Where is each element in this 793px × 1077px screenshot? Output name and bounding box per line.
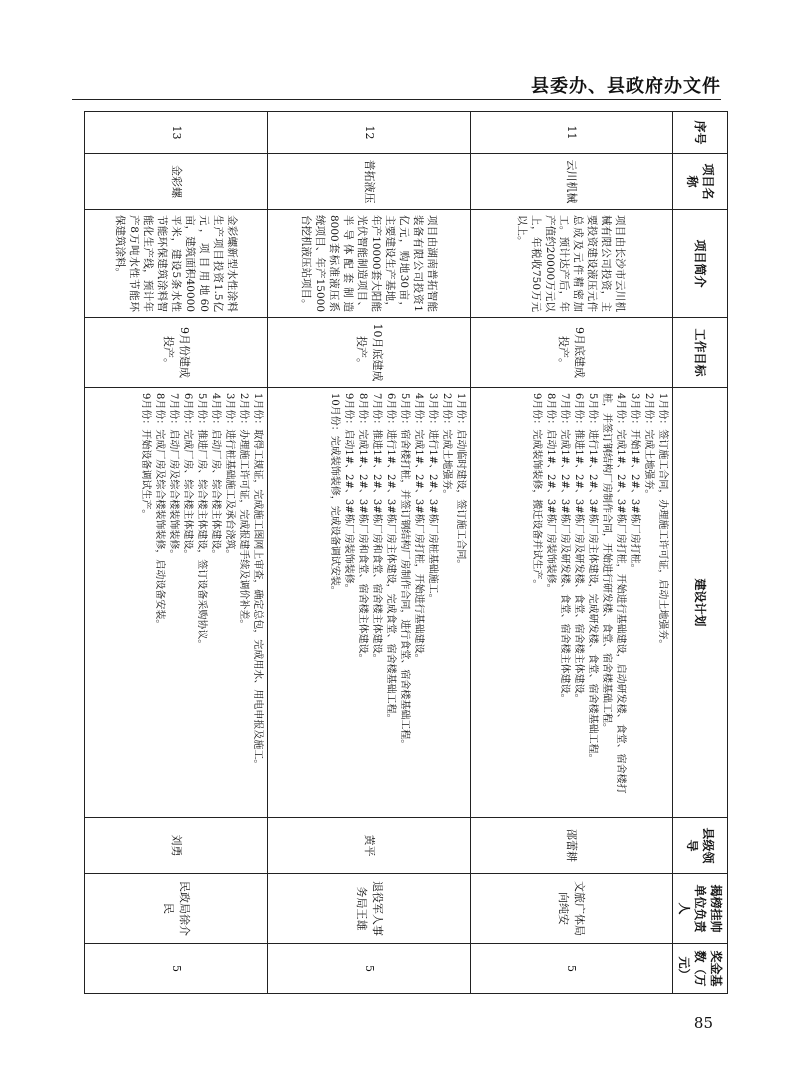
page-number: 85 xyxy=(693,1014,713,1032)
plan-line: 2月份：完成土地强夯。 xyxy=(440,393,452,500)
row-fund: 5 xyxy=(85,944,268,994)
plan-line: 4月份：完成1#、2#、3#栋厂房打桩，开始进行基础建设，启动研发楼、食堂、宿舍楼打桩，并签订钢结构厂房制作合同，开始进行研发楼、食堂、宿舍楼基础工程。 xyxy=(601,393,626,794)
plan-line: 5月份：宿舍楼打桩，并签订钢结构厂房制作合同，进行食堂、宿舍楼基础工程。 xyxy=(398,393,410,750)
plan-line: 10月份：完成装饰装修，完成设备调试安装。 xyxy=(328,393,340,596)
plan-line: 1月份：取得工规证，完成施工图网上审查，确定总包，完成用水、用电申报及施工。 xyxy=(252,393,264,770)
header-fund: 奖金基数（万元） xyxy=(673,944,728,994)
row-unit: 文旅广体局向纯安 xyxy=(470,874,672,944)
plan-line: 9月份：开始设备调试生产。 xyxy=(140,393,152,520)
table-row xyxy=(470,112,672,994)
project-table xyxy=(84,111,728,994)
plan-line: 9月份：启动1#、2#、3#栋厂房装饰装修。 xyxy=(342,393,354,594)
row-seq: 12 xyxy=(268,112,470,154)
plan-line: 6月份：进行1#、2#、3#栋厂房主体建设，完成食堂、宿舍楼基础工程。 xyxy=(384,393,396,724)
row-plan xyxy=(85,388,268,818)
row-seq: 13 xyxy=(85,112,268,154)
header-goal: 工作目标 xyxy=(673,318,728,388)
table-row xyxy=(85,112,268,994)
plan-line: 7月份：推进1#、2#、3#栋厂房和食堂、宿舍楼主体建设。 xyxy=(370,393,382,664)
plan-line: 2月份：办理施工许可证，完成报建手续及调价补差。 xyxy=(238,393,250,630)
row-goal: 9月份建成投产。 xyxy=(85,318,268,388)
plan-line: 1月份：签订施工合同，办理施工许可证，启动土地强夯。 xyxy=(657,393,668,650)
plan-line: 3月份：开始1#、2#、3#栋厂房打桩。 xyxy=(629,393,640,574)
row-fund: 5 xyxy=(470,944,672,994)
row-intro: 金彩螺新型水性涂料生产项目投资1.5亿元，项目用地60亩，建筑面积40000平米，建设5条水性节能环保建筑涂料智能化生产线，预计年产8万吨水性节能环保建筑涂料。 xyxy=(85,210,268,318)
plan-line: 3月份：进行1#、2#、3#栋厂房桩基础施工。 xyxy=(426,393,438,604)
plan-line: 4月份：启动厂房、综合楼主体建设。 xyxy=(210,393,222,560)
plan-line: 3月份：进行桩基础施工及承台浇筑。 xyxy=(224,393,236,560)
header-leader: 县级领导 xyxy=(673,818,728,874)
row-goal: 9月底建成投产。 xyxy=(470,318,672,388)
row-name: 金彩螺 xyxy=(85,154,268,210)
row-leader: 邵蕾耕 xyxy=(470,818,672,874)
plan-line: 9月份：完成装饰装修，搬迁设备并试生产。 xyxy=(531,393,542,590)
row-name: 普拓液压 xyxy=(268,154,470,210)
plan-line: 2月份：完成土地强夯。 xyxy=(643,393,654,500)
row-unit: 民政局徐介民 xyxy=(85,874,268,944)
row-goal: 10月底建成投产。 xyxy=(268,318,470,388)
row-seq: 11 xyxy=(470,112,672,154)
plan-line: 7月份：启动厂房及综合楼装饰装修。 xyxy=(168,393,180,560)
header-unit: 揭榜挂帅单位负责人 xyxy=(673,874,728,944)
row-fund: 5 xyxy=(268,944,470,994)
plan-line: 8月份：完成1#、2#、3#栋厂房和食堂、宿舍楼主体建设。 xyxy=(356,393,368,664)
row-leader: 刘勇 xyxy=(85,818,268,874)
rotated-table xyxy=(84,111,728,993)
document-header-title: 县委办、县政府办文件 xyxy=(531,76,721,97)
header-intro: 项目简介 xyxy=(673,210,728,318)
table-container xyxy=(84,111,728,993)
plan-line: 8月份：完成厂房及综合楼装饰装修，启动设备安装。 xyxy=(154,393,166,630)
plan-line: 5月份：推进厂房、综合楼主体建设，签订设备采购协议。 xyxy=(196,393,208,650)
plan-line: 6月份：推进1#、2#、3#栋厂房及研发楼、食堂、宿舍楼主体建设。 xyxy=(573,393,584,704)
table-header-row xyxy=(673,112,728,994)
plan-line: 1月份：启动临时建设，签订施工合同。 xyxy=(454,393,466,570)
row-intro: 项目由长沙市云川机械有限公司投资，主要投资建设液压元件总成及元件精密加工。预计达产后，年产值约20000万元以上，年税收750万元以上。 xyxy=(470,210,672,318)
header-plan: 建设计划 xyxy=(673,388,728,818)
row-plan xyxy=(470,388,672,818)
plan-line: 4月份：完成1#、2#、3#栋厂房打桩，开始进行基础建设。 xyxy=(412,393,424,664)
plan-line: 8月份：启动1#、2#、3#栋厂房装饰装修。 xyxy=(545,393,556,594)
plan-line: 7月份：完成1#、2#、3#栋厂房及研发楼、食堂、宿舍楼主体建设。 xyxy=(559,393,570,704)
row-name: 云川机械 xyxy=(470,154,672,210)
plan-line: 5月份：进行1#、2#、3#栋厂房主体建设，完成研发楼、食堂、宿舍楼基础工程。 xyxy=(587,393,598,764)
header-name: 项目名称 xyxy=(673,154,728,210)
row-intro: 项目由湖南普拓智能装备有限公司投资1亿元，购地30亩，主要建设生产基地，年产10000套大阳能光伏智能制造项目、半导体配套制造8000套标准液压系统项目、年产15000台挖机液压站项目。 xyxy=(268,210,470,318)
row-unit: 退役军人事务局王雄 xyxy=(268,874,470,944)
header-seq: 序号 xyxy=(673,112,728,154)
row-plan xyxy=(268,388,470,818)
plan-line: 6月份：完成厂房、综合楼主体建设。 xyxy=(182,393,194,560)
row-leader: 黄平 xyxy=(268,818,470,874)
header-rule xyxy=(72,99,721,100)
table-row xyxy=(268,112,470,994)
